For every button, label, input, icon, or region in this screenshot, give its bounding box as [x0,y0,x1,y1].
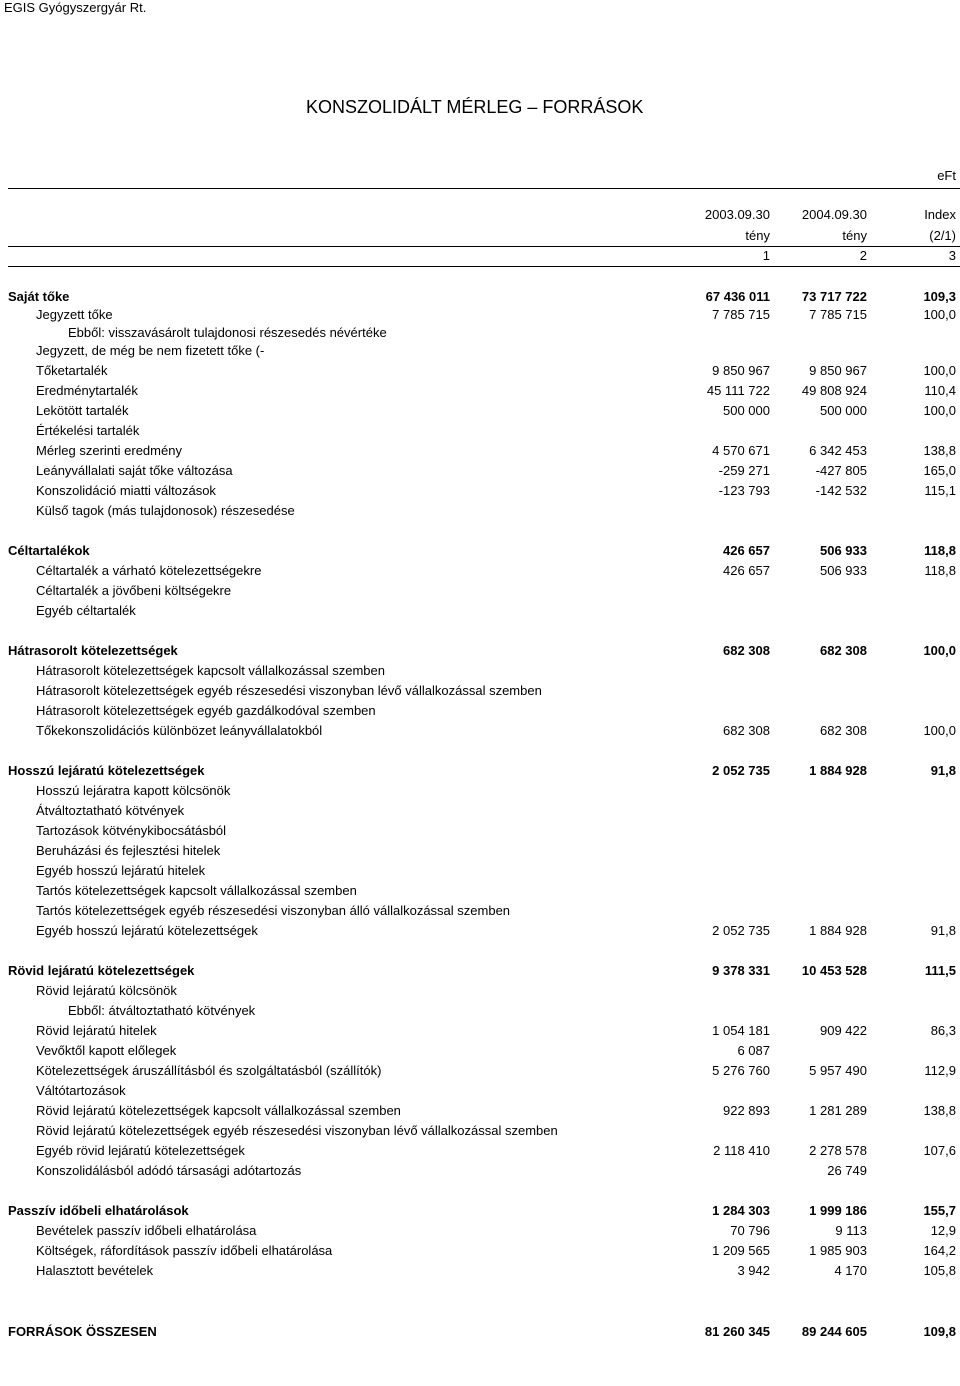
row-label: Külső tagok (más tulajdonosok) részesedése [36,503,295,518]
row-value-v1: 7 785 715 [712,307,770,322]
row-value-v1: 682 308 [723,723,770,738]
table-row [0,403,960,419]
table-row [0,483,960,499]
table-row [0,683,960,699]
table-row [0,763,960,779]
row-label: Céltartalék a jövőbeni költségekre [36,583,232,598]
row-value-v2: 5 957 490 [809,1063,867,1078]
row-value-v3: 109,3 [923,289,956,304]
table-row [0,923,960,939]
row-value-v1: 2 118 410 [713,1143,770,1158]
table-row [0,783,960,799]
table-row [0,383,960,399]
table-row [0,363,960,379]
row-value-v2: 909 422 [820,1023,867,1038]
row-value-v1: 426 657 [723,563,770,578]
table-row [0,823,960,839]
table-row [0,983,960,999]
row-label: Jegyzett tőke [36,307,113,322]
col3-number: 3 [948,248,956,263]
row-label: Céltartalék a várható kötelezettségekre [36,563,262,578]
company-name: EGIS Gyógyszergyár Rt. [4,0,147,15]
row-value-v3: 112,9 [924,1063,956,1078]
row-value-v2: 1 985 903 [809,1243,867,1258]
table-row [0,423,960,439]
page-title: KONSZOLIDÁLT MÉRLEG – FORRÁSOK [306,97,644,117]
table-row [0,1163,960,1179]
table-row [0,1063,960,1079]
row-value-v1: 1 054 181 [712,1023,770,1038]
row-label: Hátrasorolt kötelezettségek egyéb részesedési viszonyban lévő vállalkozással szemben [36,683,542,698]
table-row [0,1243,960,1259]
row-value-v3: 118,8 [924,563,956,578]
col3-type: (2/1) [929,228,956,243]
row-value-v2: 6 342 453 [809,443,867,458]
row-value-v3: 164,2 [923,1243,956,1258]
table-row [0,963,960,979]
row-label: Céltartalékok [8,543,90,558]
table-row [0,663,960,679]
row-value-v2: -427 805 [815,463,867,478]
row-value-v1: 426 657 [723,543,770,558]
col2-type: tény [842,228,867,243]
row-label: Bevételek passzív időbeli elhatárolása [36,1223,257,1238]
row-label: Költségek, ráfordítások passzív időbeli elhatárolása [36,1243,333,1258]
table-row [0,563,960,579]
table-row [0,1103,960,1119]
row-value-v3: 155,7 [923,1203,956,1218]
row-label: Lekötött tartalék [36,403,129,418]
row-label: Tartós kötelezettségek kapcsolt vállalkozással szemben [36,883,357,898]
row-label: Eredménytartalék [36,383,138,398]
row-value-v2: 1 999 186 [809,1203,867,1218]
row-value-v1: -123 793 [718,483,770,498]
row-value-v2: 682 308 [820,643,867,658]
table-row [0,703,960,719]
row-value-v1: 81 260 345 [704,1324,770,1339]
row-value-v1: 9 378 331 [712,963,770,978]
row-value-v1: 67 436 011 [705,289,770,304]
row-value-v2: 4 170 [834,1263,867,1278]
table-row [0,1123,960,1139]
row-value-v2: -142 532 [815,483,867,498]
row-value-v1: 2 052 735 [712,763,770,778]
row-value-v2: 10 453 528 [801,963,867,978]
row-label: Passzív időbeli elhatárolások [8,1203,189,1218]
row-value-v1: 500 000 [723,403,770,418]
row-value-v3: 100,0 [923,643,956,658]
row-value-v1: 70 796 [730,1223,770,1238]
divider-columns [8,266,960,267]
table-row [0,1003,960,1019]
row-label: Hosszú lejáratú kötelezettségek [8,763,205,778]
col1-type: tény [745,228,770,243]
table-row [0,583,960,599]
row-value-v1: 1 209 565 [712,1243,770,1258]
row-label: Hátrasorolt kötelezettségek [8,643,178,658]
row-value-v2: 1 281 289 [809,1103,867,1118]
row-value-v3: 138,8 [923,1103,956,1118]
row-label: Konszolidálásból adódó társasági adótartozás [36,1163,302,1178]
col2-date: 2004.09.30 [801,207,867,222]
row-label: FORRÁSOK ÖSSZESEN [8,1324,157,1339]
row-value-v2: 89 244 605 [801,1324,867,1339]
table-row [0,463,960,479]
row-value-v1: 5 276 760 [712,1063,770,1078]
row-value-v3: 91,8 [930,923,956,938]
row-value-v3: 107,6 [923,1143,956,1158]
row-value-v3: 100,0 [923,403,956,418]
row-value-v2: 506 933 [820,563,867,578]
row-label: Rövid lejáratú hitelek [36,1023,157,1038]
row-value-v1: 4 570 671 [712,443,770,458]
table-row [0,843,960,859]
row-label: Ebből: átváltoztatható kötvények [68,1003,256,1018]
row-value-v3: 86,3 [930,1023,956,1038]
row-value-v2: 26 749 [827,1163,867,1178]
row-label: Saját tőke [8,289,70,304]
row-label: Egyéb céltartalék [36,603,136,618]
row-value-v3: 110,4 [924,383,956,398]
row-value-v3: 111,5 [924,963,956,978]
col3-header: Index [924,207,956,222]
row-value-v2: 9 113 [835,1223,867,1238]
row-value-v2: 1 884 928 [809,923,867,938]
row-value-v3: 105,8 [923,1263,956,1278]
row-label: Rövid lejáratú kötelezettségek egyéb részesedési viszonyban lévő vállalkozással szemben [36,1123,558,1138]
table-row [0,863,960,879]
row-value-v1: 9 850 967 [712,363,770,378]
row-value-v2: 73 717 722 [801,289,867,304]
row-value-v3: 138,8 [923,443,956,458]
row-label: Kötelezettségek áruszállításból és szolgáltatásból (szállítók) [36,1063,382,1078]
row-label: Rövid lejáratú kötelezettségek kapcsolt vállalkozással szemben [36,1103,401,1118]
row-value-v2: 506 933 [820,543,867,558]
table-row [0,343,960,359]
row-label: Hátrasorolt kötelezettségek kapcsolt vállalkozással szemben [36,663,386,678]
row-value-v2: 682 308 [820,723,867,738]
row-value-v2: 1 884 928 [809,763,867,778]
divider-header [8,246,960,247]
row-label: Rövid lejáratú kölcsönök [36,983,177,998]
row-label: Beruházási és fejlesztési hitelek [36,843,221,858]
row-label: Jegyzett, de még be nem fizetett tőke (- [36,343,265,358]
table-row [0,1223,960,1239]
table-row [0,603,960,619]
row-value-v3: 100,0 [923,363,956,378]
row-label: Tőkekonszolidációs különbözet leányvállalatokból [36,723,323,738]
row-value-v2: 9 850 967 [809,363,867,378]
table-row [0,325,960,341]
row-value-v2: 500 000 [820,403,867,418]
table-row [0,1043,960,1059]
row-value-v3: 109,8 [923,1324,956,1339]
table-row [0,443,960,459]
row-label: Leányvállalati saját tőke változása [36,463,233,478]
row-value-v3: 91,8 [930,763,956,778]
row-label: Hátrasorolt kötelezettségek egyéb gazdálkodóval szemben [36,703,376,718]
table-row [0,883,960,899]
row-label: Halasztott bevételek [36,1263,154,1278]
row-value-v1: 3 942 [737,1263,770,1278]
row-label: Értékelési tartalék [36,423,140,438]
row-value-v1: 1 284 303 [712,1203,770,1218]
row-value-v3: 100,0 [923,723,956,738]
row-label: Tőketartalék [36,363,108,378]
row-value-v2: 49 808 924 [801,383,867,398]
divider-top [8,188,960,189]
row-value-v2: 7 785 715 [809,307,867,322]
unit-label: eFt [937,168,956,183]
row-value-v1: 45 111 722 [706,383,770,398]
table-row [0,1083,960,1099]
row-label: Váltótartozások [36,1083,126,1098]
table-row [0,1203,960,1219]
table-row [0,723,960,739]
row-label: Egyéb hosszú lejáratú kötelezettségek [36,923,258,938]
table-row [0,803,960,819]
row-value-v3: 118,8 [924,543,956,558]
row-value-v1: 682 308 [723,643,770,658]
table-row [0,903,960,919]
row-value-v1: 2 052 735 [712,923,770,938]
row-value-v3: 165,0 [923,463,956,478]
row-label: Vevőktől kapott előlegek [36,1043,177,1058]
row-label: Átváltoztatható kötvények [36,803,185,818]
table-row [0,289,960,305]
row-label: Egyéb rövid lejáratú kötelezettségek [36,1143,245,1158]
row-value-v2: 2 278 578 [809,1143,867,1158]
row-label: Hosszú lejáratra kapott kölcsönök [36,783,231,798]
col1-number: 1 [762,248,770,263]
table-row [0,1143,960,1159]
row-label: Mérleg szerinti eredmény [36,443,182,458]
table-row [0,543,960,559]
col1-date: 2003.09.30 [704,207,770,222]
row-label: Tartozások kötvénykibocsátásból [36,823,227,838]
table-row [0,503,960,519]
row-value-v3: 115,1 [924,483,956,498]
table-row [0,643,960,659]
row-label: Egyéb hosszú lejáratú hitelek [36,863,206,878]
table-row [0,1023,960,1039]
table-row [0,307,960,323]
table-row [0,1263,960,1279]
row-value-v1: 922 893 [723,1103,770,1118]
row-label: Rövid lejáratú kötelezettségek [8,963,195,978]
table-row [0,1324,960,1340]
row-value-v3: 12,9 [930,1223,956,1238]
row-value-v1: 6 087 [737,1043,770,1058]
row-value-v1: -259 271 [718,463,770,478]
row-label: Konszolidáció miatti változások [36,483,216,498]
row-label: Ebből: visszavásárolt tulajdonosi részesedés névértéke [68,325,387,340]
row-value-v3: 100,0 [923,307,956,322]
row-label: Tartós kötelezettségek egyéb részesedési viszonyban álló vállalkozással szemben [36,903,511,918]
col2-number: 2 [859,248,867,263]
